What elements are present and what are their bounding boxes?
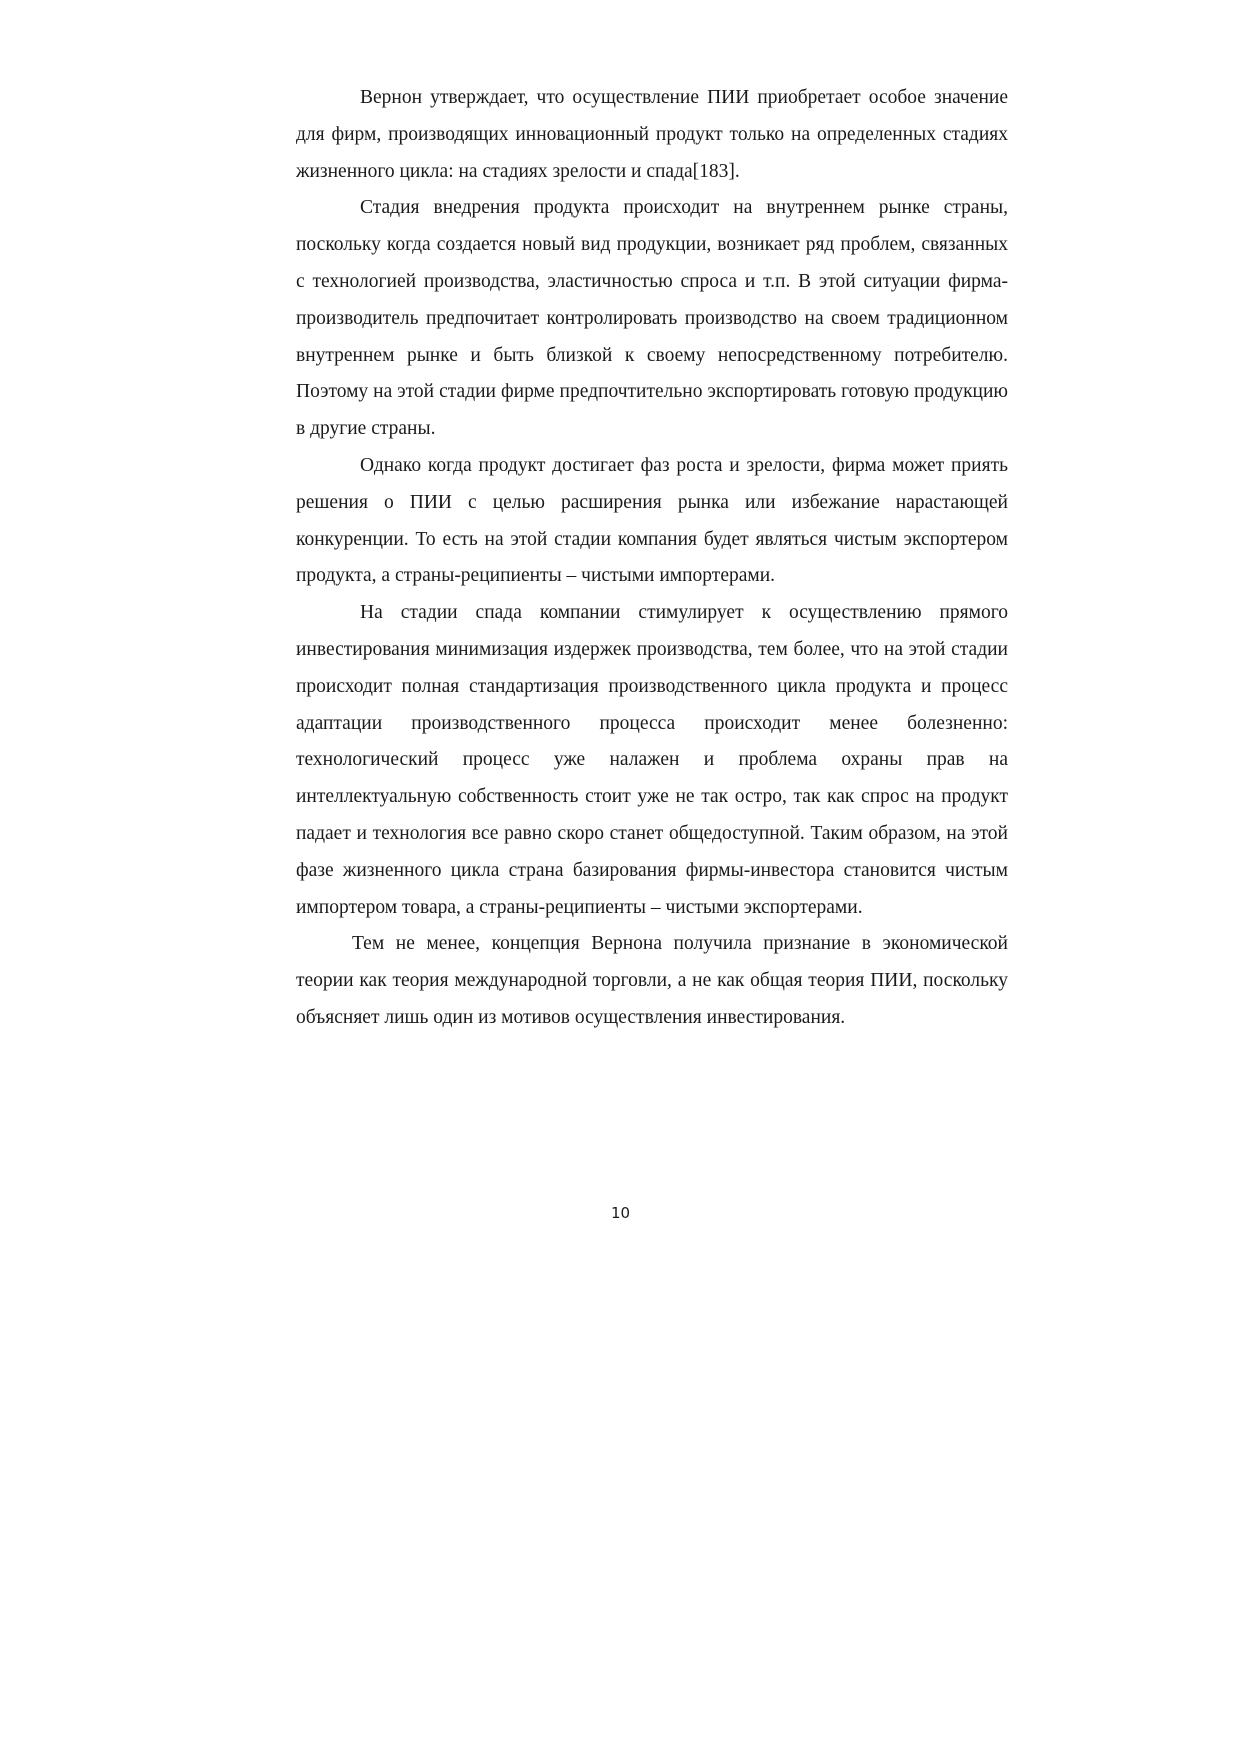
paragraph-3: Однако когда продукт достигает фаз роста и зрелости, фирма может приять решения о ПИИ с целью расширения рынка или избежание нарастающей конкуренции. То есть на этой стадии компания будет являться чистым экспортером продукта, а страны-реципиенты – чистыми импортерами.: [296, 454, 1008, 587]
paragraph-4: На стадии спада компании стимулирует к осуществлению прямого инвестирования минимизация издержек производства, тем более, что на этой стадии происходит полная стандартизация производственного цикла продукта и процесс адаптации производственного процесса происходит менее болезненно: технологический процесс уже налажен и проблема охраны прав на интеллектуальную собственность стоит уже не так остро, так как спрос на продукт падает и технология все равно скоро станет общедоступной. Таким образом, на этой фазе жизненного цикла страна базирования фирмы-инвестора становится чистым импортером товара, а страны-реципиенты – чистыми экспортерами.: [296, 602, 1008, 918]
paragraph-2: Стадия внедрения продукта происходит на внутреннем рынке страны, поскольку когда создается новый вид продукции, возникает ряд проблем, связанных с технологией производства, эластичностью спроса и т.п. В этой ситуации фирма-производитель предпочитает контролировать производство на своем традиционном внутреннем рынке и быть близкой к своему непосредственному потребителю. Поэтому на этой стадии фирме предпочтительно экспортировать готовую продукцию в другие страны.: [296, 197, 1008, 440]
page-number: 10: [610, 1204, 631, 1222]
paragraph-1: Вернон утверждает, что осуществление ПИИ приобретает особое значение для фирм, производящих инновационный продукт только на определенных стадиях жизненного цикла: на стадиях зрелости и спада[183].: [296, 87, 1008, 182]
paragraph-5: Тем не менее, концепция Вернона получила признание в экономической теории как теория международной торговли, а не как общая теория ПИИ, поскольку объясняет лишь один из мотивов осуществления инвестирования.: [296, 933, 1008, 1028]
body-text: [296, 80, 1008, 1037]
